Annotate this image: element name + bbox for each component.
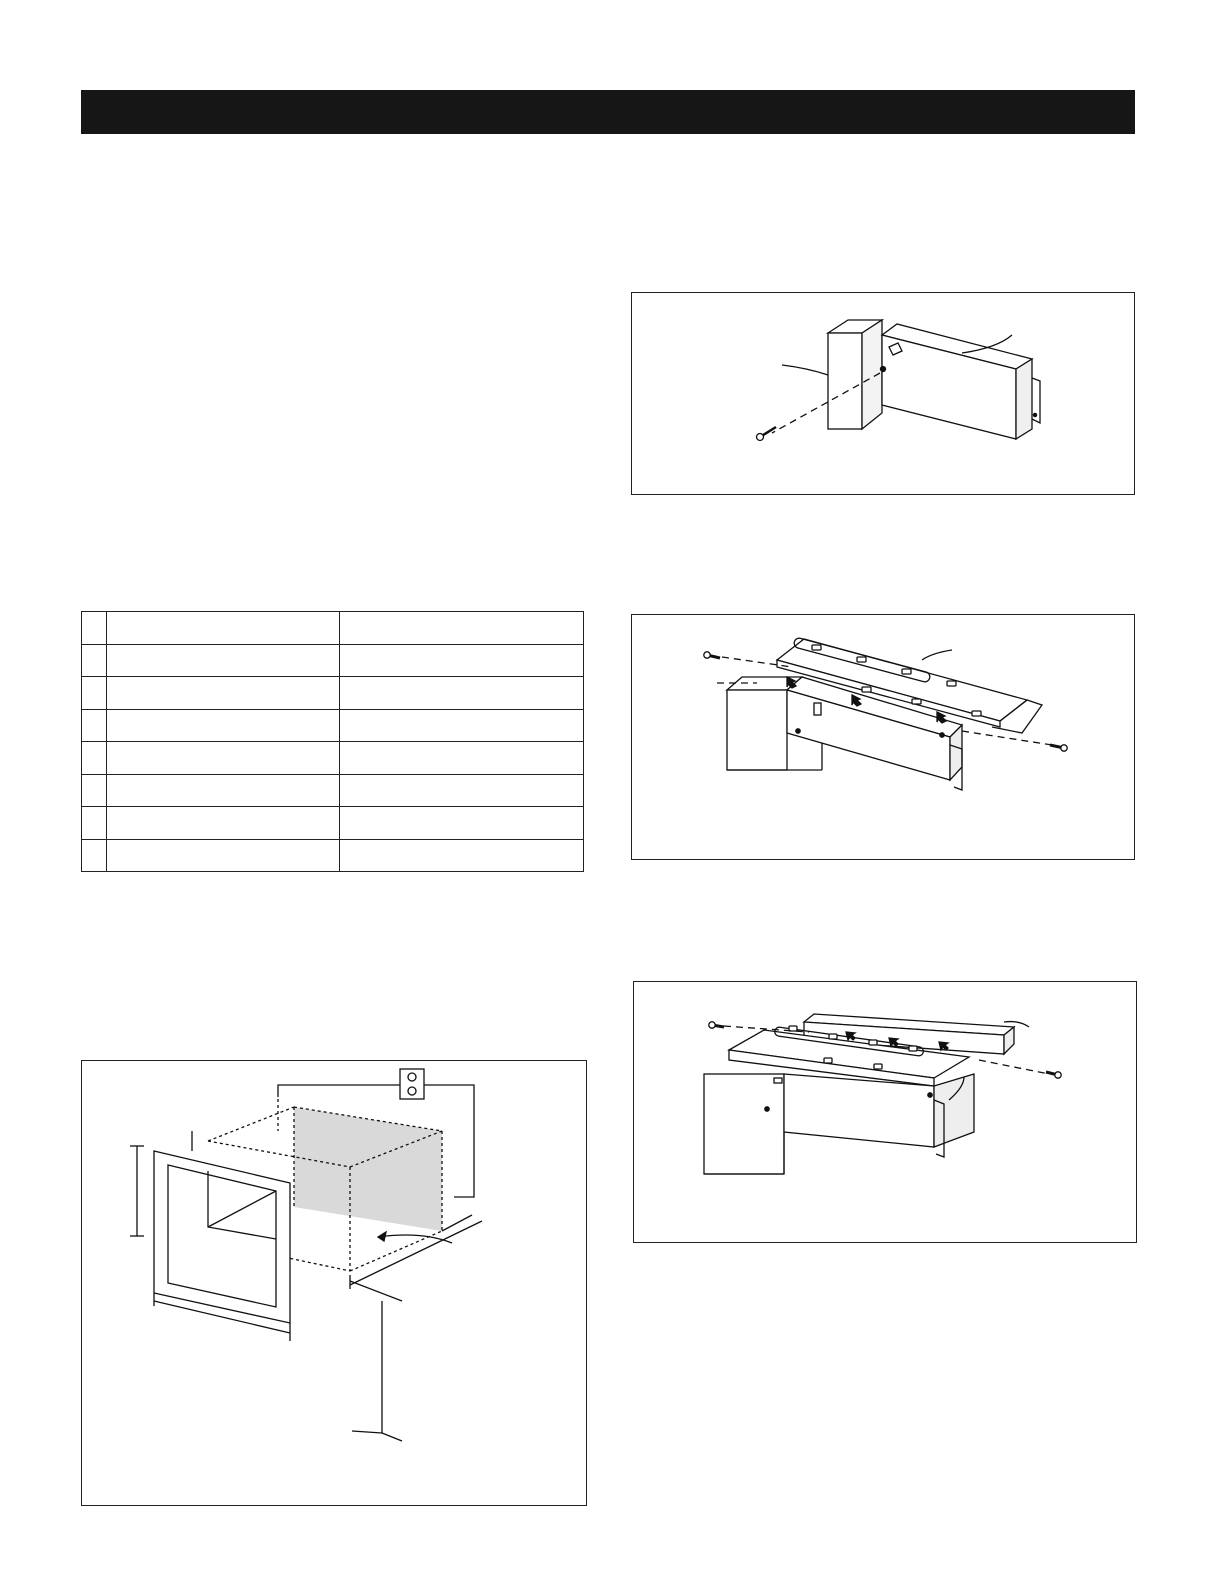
part-qty xyxy=(340,644,584,677)
table-row xyxy=(82,839,584,872)
part-number xyxy=(82,774,107,807)
part-name xyxy=(107,807,340,840)
table-row xyxy=(82,612,584,645)
wall-cabinet-opening-icon xyxy=(82,1061,588,1507)
figure-2 xyxy=(631,614,1135,860)
part-number xyxy=(82,709,107,742)
part-qty xyxy=(340,709,584,742)
part-number xyxy=(82,807,107,840)
table-row xyxy=(82,807,584,840)
part-name xyxy=(107,677,340,710)
part-qty xyxy=(340,774,584,807)
part-qty xyxy=(340,742,584,775)
part-number xyxy=(82,644,107,677)
table-row xyxy=(82,644,584,677)
part-name xyxy=(107,839,340,872)
figure-4 xyxy=(81,1060,587,1506)
duct-top-rail-assembly-icon xyxy=(634,982,1138,1244)
part-number xyxy=(82,612,107,645)
header-bar xyxy=(81,90,1135,134)
part-name xyxy=(107,742,340,775)
part-qty xyxy=(340,839,584,872)
duct-attach-screw-icon xyxy=(632,293,1136,496)
part-qty xyxy=(340,677,584,710)
table-row xyxy=(82,677,584,710)
duct-cover-assembly-icon xyxy=(632,615,1136,861)
part-qty xyxy=(340,807,584,840)
part-number xyxy=(82,742,107,775)
part-qty xyxy=(340,612,584,645)
part-number xyxy=(82,839,107,872)
part-name xyxy=(107,774,340,807)
table-row xyxy=(82,774,584,807)
part-name xyxy=(107,644,340,677)
table-row xyxy=(82,742,584,775)
figure-1 xyxy=(631,292,1135,495)
figure-3 xyxy=(633,981,1137,1243)
parts-table xyxy=(81,611,584,872)
part-number xyxy=(82,677,107,710)
part-name xyxy=(107,709,340,742)
part-name xyxy=(107,612,340,645)
table-row xyxy=(82,709,584,742)
